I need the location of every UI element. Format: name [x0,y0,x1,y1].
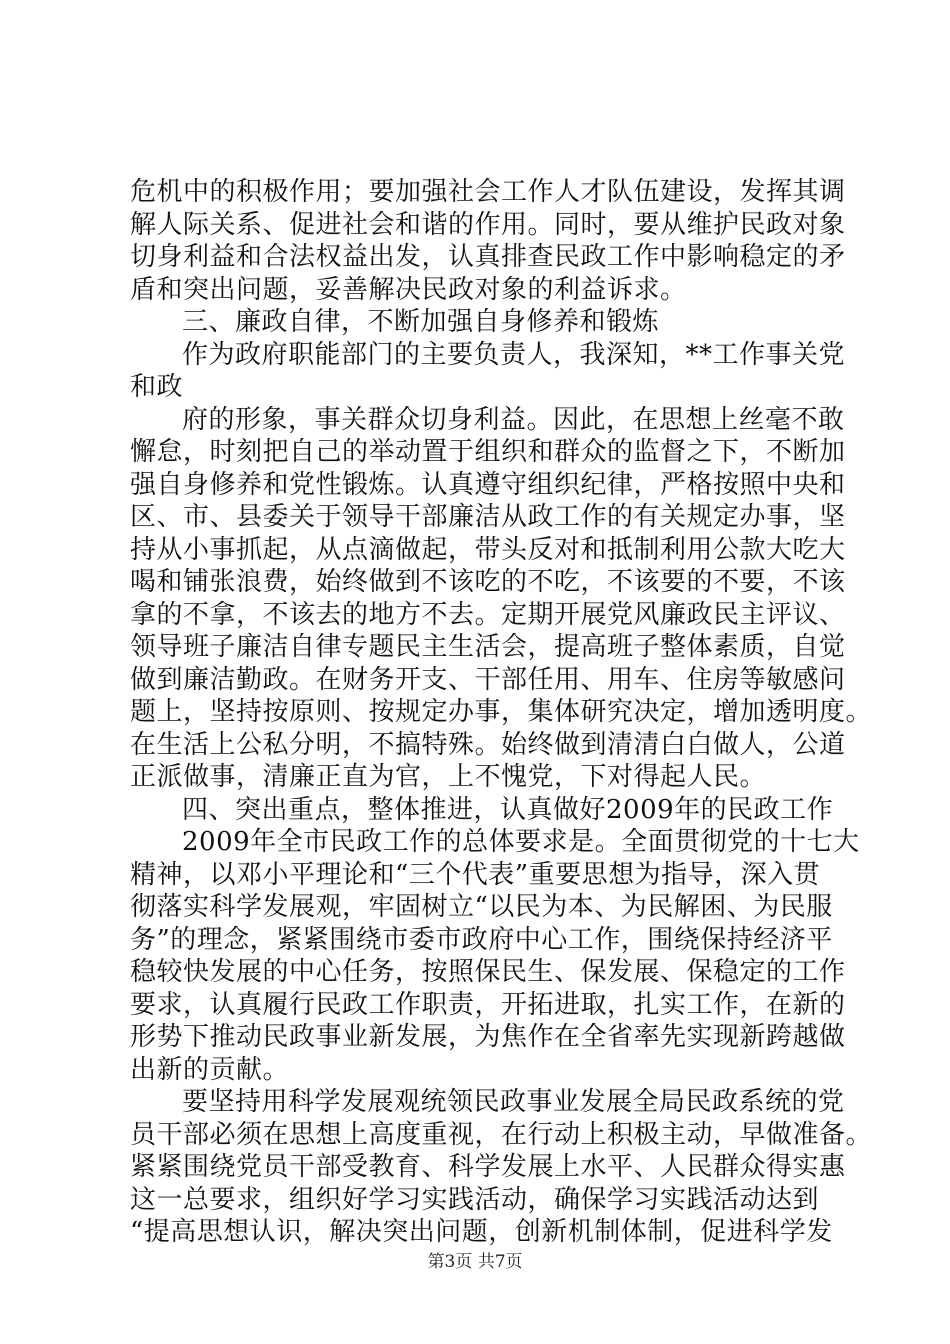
text-line: 精神，以邓小平理论和“三个代表”重要思想为指导，深入贯 [130,859,821,890]
text-line: 2009年全市民政工作的总体要求是。全面贯彻党的十七大 [182,827,860,857]
text-line: 要求，认真履行民政工作职责，开拓进取，扎实工作，在新的 [130,989,846,1020]
text-line: 解人际关系、促进社会和谐的作用。同时，要从维护民政对象 [130,209,846,240]
text-line: 喝和铺张浪费，始终做到不该吃的不吃，不该要的不要，不该 [130,567,846,597]
text-line: 持从小事抓起，从点滴做起，带头反对和抵制利用公款大吃大 [130,534,846,565]
text-line: 题上，坚持按原则、按规定办事，集体研究决定，增加透明度。 [130,697,873,727]
text-line: “提高思想认识，解决突出问题，创新机制体制，促进科学发 [130,1217,833,1247]
text-line: 紧紧围绕党员干部受教育、科学发展上水平、人民群众得实惠 [130,1152,846,1182]
text-line: 领导班子廉洁自律专题民主生活会，提高班子整体素质，自觉 [130,632,846,662]
text-line: 和政 [130,372,184,402]
section-heading: 四、突出重点，整体推进，认真做好2009年的民政工作 [182,794,834,825]
text-line: 区、市、县委关于领导干部廉洁从政工作的有关规定办事，坚 [130,502,846,532]
text-line: 彻落实科学发展观，牢固树立“以民为本、为民解困、为民服 [130,892,833,922]
body-text [130,176,873,1249]
text-line: 危机中的积极作用；要加强社会工作人才队伍建设，发挥其调 [130,177,846,207]
text-line: 务”的理念，紧紧围绕市委市政府中心工作，围绕保持经济平 [130,924,833,955]
text-line: 切身利益和合法权益出发，认真排查民政工作中影响稳定的矛 [130,242,846,272]
text-line: 正派做事，清廉正直为官，上不愧党，下对得起人民。 [130,762,767,792]
text-line: 在生活上公私分明，不搞特殊。始终做到清清白白做人，公道 [130,729,846,760]
text-line: 出新的贡献。 [130,1054,290,1085]
text-line: 盾和突出问题，妥善解决民政对象的利益诉求。 [130,274,687,305]
text-line: 做到廉洁勤政。在财务开支、干部任用、用车、住房等敏感问 [130,664,846,695]
page-number-footer: 第3页 共7页 [427,1252,523,1272]
text-line: 懈怠，时刻把自己的举动置于组织和群众的监督之下，不断加 [130,437,846,467]
text-line: 作为政府职能部门的主要负责人，我深知，**工作事关党 [182,339,846,370]
text-line: 府的形象，事关群众切身利益。因此，在思想上丝毫不敢 [182,404,845,435]
text-line: 拿的不拿，不该去的地方不去。定期开展党风廉政民主评议、 [130,599,846,630]
section-heading: 三、廉政自律，不断加强自身修养和锻炼 [182,307,660,337]
text-line: 要坚持用科学发展观统领民政事业发展全局民政系统的党 [182,1087,845,1117]
text-line: 这一总要求，组织好学习实践活动，确保学习实践活动达到 [130,1184,820,1215]
text-line: 稳较快发展的中心任务，按照保民生、保发展、保稳定的工作 [130,957,846,987]
text-line: 形势下推动民政事业新发展，为焦作在全省率先实现新跨越做 [130,1022,846,1052]
text-line: 员干部必须在思想上高度重视，在行动上积极主动，早做准备。 [130,1119,873,1150]
text-line: 强自身修养和党性锻炼。认真遵守组织纪律，严格按照中央和 [130,469,846,500]
